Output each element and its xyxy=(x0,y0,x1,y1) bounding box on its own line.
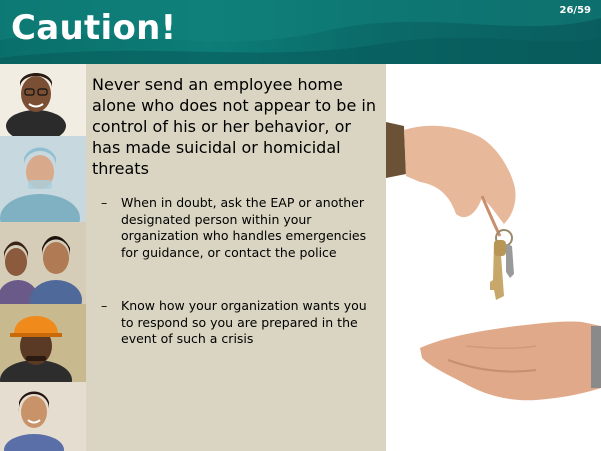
smiling-woman-photo xyxy=(0,382,86,451)
main-statement: Never send an employee home alone who does not appear to be in control of his or her behavior, or has made suicidal or homicidal threats xyxy=(92,75,376,178)
woman-with-glasses-photo xyxy=(0,64,86,136)
worker-hard-hat-photo xyxy=(0,304,86,382)
hands-with-keys-image xyxy=(386,64,601,451)
text-panel xyxy=(86,64,386,451)
bullet-marker: – xyxy=(101,195,108,210)
bullet-item xyxy=(101,195,376,261)
bullet-text: Know how your organization wants you to respond so you are prepared in the event of such a crisis xyxy=(121,298,367,346)
bullet-text: When in doubt, ask the EAP or another designated person within your organization who handles emergencies for guidance, or contact the police xyxy=(121,195,367,260)
photo-strip xyxy=(0,64,86,451)
bullet-marker: – xyxy=(101,298,108,313)
two-women-photo xyxy=(0,222,86,304)
bullet-item xyxy=(101,298,376,348)
header-band xyxy=(0,0,601,64)
slide-number: 26/59 xyxy=(559,5,591,16)
doctor-photo xyxy=(0,136,86,222)
slide-title: Caution! xyxy=(11,8,177,48)
